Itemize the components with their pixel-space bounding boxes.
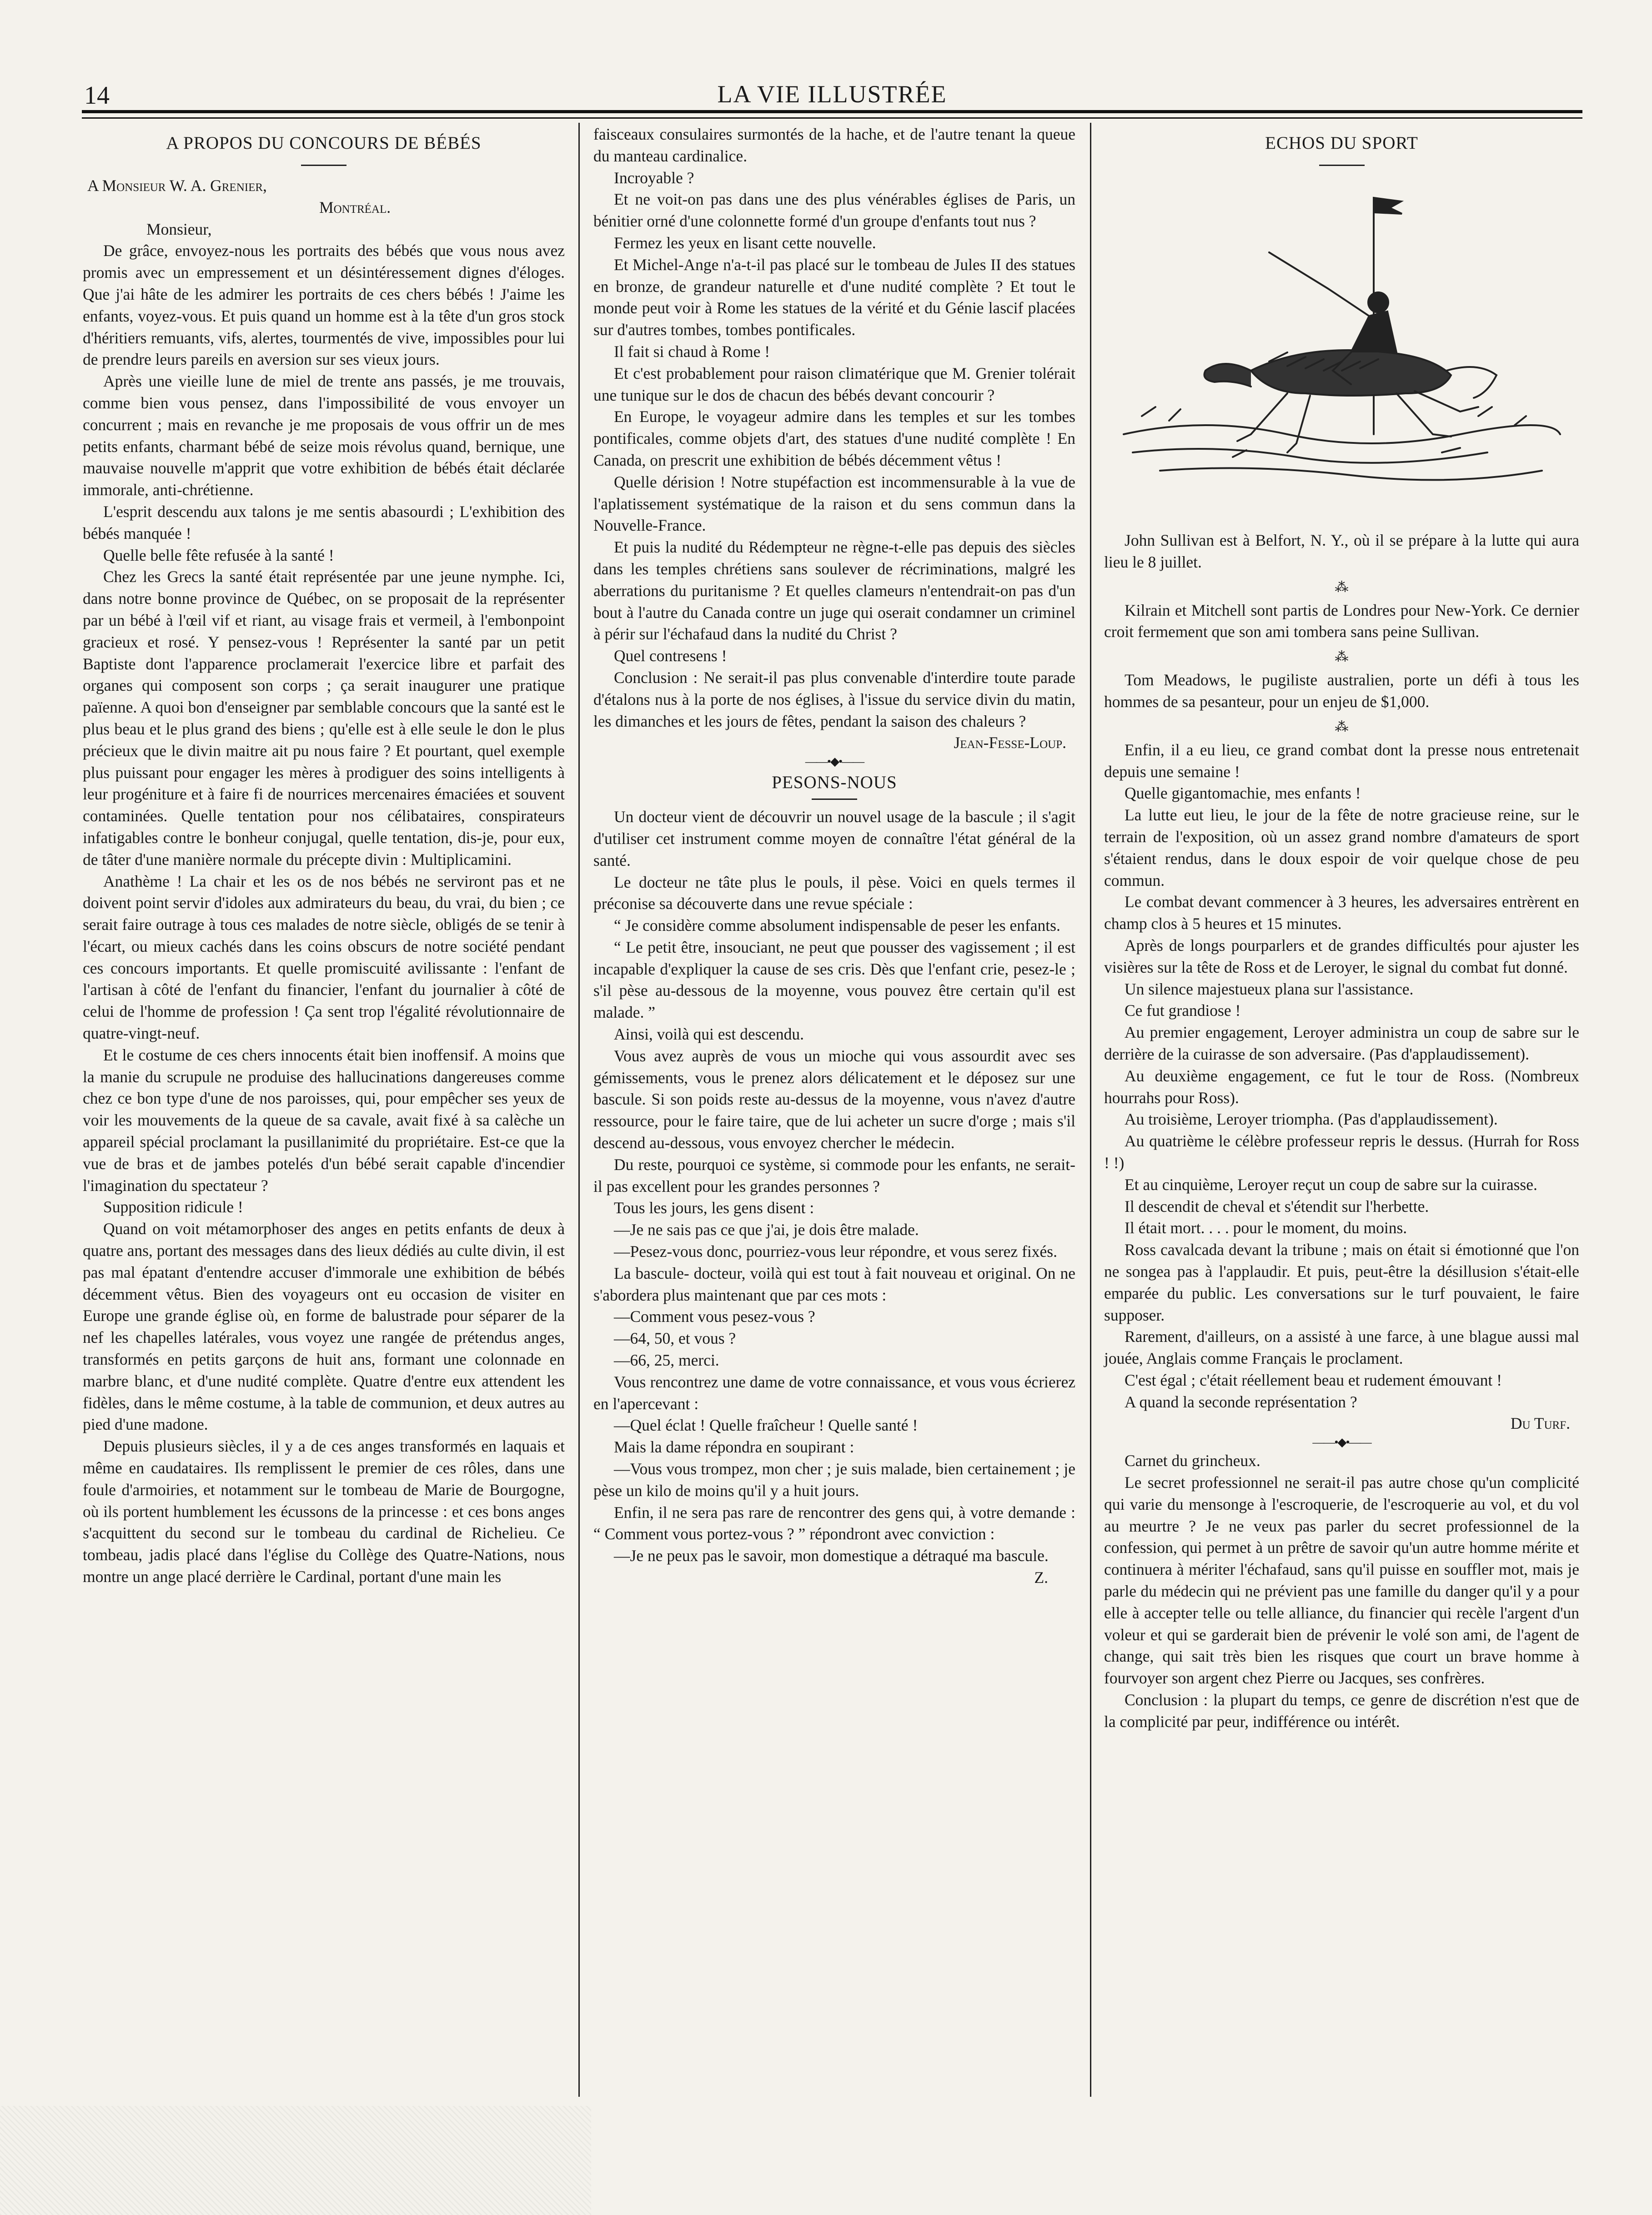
paragraph: C'est égal ; c'était réellement beau et rudement émouvant ! [1125,1371,1502,1389]
paragraph: Mais la dame répondra en soupirant : [614,1438,854,1457]
paragraph: Tom Meadows, le pugiliste australien, porte un défi à tous les hommes de sa pesanteur, pour un enjeu de $1,000. [1104,671,1579,711]
paragraph: Le docteur ne tâte plus le pouls, il pèse. Voici en quels termes il préconise sa découverte dans une revue spéciale : [593,873,1075,913]
paragraph: Anathème ! La chair et les os de nos bébés ne serviront pas et ne doivent point servir d'idoles aux admirateurs du beau, du vrai, du bien ; ce serait faire outrage à tous ces malades de notre siècle, obligés de se tenir à l'écart, ou mieux cachés dans les coins obscurs de notre société pendant ces concours importants. Et quelle promiscuité avilissante : l'enfant de l'artisan à côté de l'enfant du financier, l'enfant du journalier à côté de celui de l'homme de profession ! Ça sent trop l'égalité révolutionnaire de quatre-vingt-neuf. [83,872,565,1043]
page-number: 14 [84,81,110,110]
column-3 [1104,124,1579,1733]
paragraph: —Vous vous trompez, mon cher ; je suis malade, bien certainement ; je pèse un kilo de moins qu'il y a huit jours. [593,1460,1075,1500]
letter-city: Montréal. [319,198,391,216]
paragraph: —64, 50, et vous ? [614,1329,736,1348]
paragraph: Il était mort. . . . pour le moment, du moins. [1125,1219,1407,1237]
paragraph: Fermez les yeux en lisant cette nouvelle. [614,233,876,252]
carnet-title: Carnet du grincheux. [1125,1452,1260,1470]
stars-separator: ⁂ [1335,719,1349,734]
paragraph: Tous les jours, les gens disent : [614,1199,814,1217]
paragraph: A quand la seconde représentation ? [1125,1392,1357,1411]
paragraph: Le combat devant commencer à 3 heures, les adversaires entrèrent en champ clos à 5 heures et 15 minutes. [1104,893,1579,933]
article-title-pesons: PESONS-NOUS [772,773,897,793]
signature: Jean-Fesse-Loup. [954,733,1066,752]
paragraph: Vous avez auprès de vous un mioche qui vous assourdit avec ses gémissements, vous le prenez alors délicatement et le déposez sur une bascule. Si son poids reste au-dessus de la moyenne, vous n'avez d'autre ressource, pour le faire taire, que de lui acheter un sucre d'orge ; mais s'il descend au-dessous, vous envoyez chercher le médecin. [593,1046,1075,1152]
column-divider [1090,123,1091,2097]
signature: Du Turf. [1510,1414,1570,1433]
paragraph: Ce fut grandiose ! [1125,1001,1241,1020]
paragraph: L'esprit descendu aux talons je me sentis abasourdi ; L'exhibition des bébés manquée ! [83,502,565,542]
paragraph: Un silence majestueux plana sur l'assistance. [1125,979,1414,998]
paragraph: —Pesez-vous donc, pourriez-vous leur répondre, et vous serez fixés. [614,1242,1057,1261]
letter-address: A Monsieur W. A. Grenier, [87,176,267,195]
column-divider [578,123,580,2097]
signature: Z. [1034,1568,1048,1587]
horseman-illustration [1115,180,1569,512]
paragraph: Rarement, d'ailleurs, on a assisté à une farce, à une blague aussi mal jouée, Anglais comme Français le proclament. [1104,1327,1579,1368]
paragraph: —Comment vous pesez-vous ? [614,1307,815,1326]
paragraph: —66, 25, merci. [614,1351,719,1370]
column-2 [593,124,1075,1589]
section-ornament: ——•◆•—— [1312,1436,1371,1449]
paragraph: Quelle gigantomachie, mes enfants ! [1125,784,1361,803]
paragraph: —Je ne sais pas ce que j'ai, je dois être malade. [614,1221,919,1239]
stars-separator: ⁂ [1335,649,1349,665]
paragraph: Quand on voit métamorphoser des anges en petits enfants de deux à quatre ans, portant des messages dans des lieux dédiés au culte divin, il est pas mal épatant d'entendre accuser d'immorale une exhibition de bébés décemment vêtus. Bien des voyageurs ont eu occasion de visiter en Europe une grande église où, en forme de balustrade pour séparer de la nef les chapelles latérales, vous voyez une rangée de prétendus anges, transformés en petits garçons de huit ans, formant une colonnade en marbre blanc, et d'une nudité complète. Quatre d'entre eux attendent les fidèles, dans le même costume, à la table de communion, et deux autres au pied d'une madone. [83,1220,565,1434]
paragraph: En Europe, le voyageur admire dans les temples et sur les tombes pontificales, comme objets d'art, des statues d'une nudité complète ! En Canada, on prescrit une exhibition de bébés décemment vêtus ! [593,407,1075,469]
title-rule [1319,165,1365,166]
column-1 [83,124,565,1588]
title-rule [812,799,857,800]
paragraph: Quelle belle fête refusée à la santé ! [103,546,334,564]
letter-salutation: Monsieur, [146,220,212,238]
paragraph: Et ne voit-on pas dans une des plus vénérables églises de Paris, un bénitier orné d'une colonnette formé d'un groupe d'enfants tout nus ? [593,190,1075,231]
paragraph: Kilrain et Mitchell sont partis de Londres pour New-York. Ce dernier croit fermement que son ami tombera sans peine Sullivan. [1104,601,1579,641]
paragraph: “ Le petit être, insouciant, ne peut que pousser des vagissement ; il est incapable d'expliquer la cause de ses cris. Dès que l'enfant crie, pesez-le ; s'il pèse au-dessous de la moyenne, vous pouvez être certain qu'il est malade. ” [593,938,1075,1022]
article-title-concours: A PROPOS DU CONCOURS DE BÉBÉS [166,133,482,153]
paragraph: Il descendit de cheval et s'étendit sur l'herbette. [1125,1197,1429,1215]
article-title-sport: ECHOS DU SPORT [1265,133,1418,153]
paragraph: Après de longs pourparlers et de grandes difficultés pour ajuster les visières sur la tête de Ross et de Leroyer, le signal du combat fut donné. [1104,936,1579,976]
paragraph: Enfin, il a eu lieu, ce grand combat dont la presse nous entretenait depuis une semaine ! [1104,740,1579,781]
journal-title: LA VIE ILLUSTRÉE [717,80,947,108]
paragraph: Au quatrième le célèbre professeur repris le dessus. (Hurrah for Ross ! !) [1104,1132,1579,1172]
paragraph: Incroyable ? [614,168,694,187]
paragraph: Il fait si chaud à Rome ! [614,342,770,361]
paragraph: Ainsi, voilà qui est descendu. [614,1025,804,1044]
paragraph: Conclusion : la plupart du temps, ce genre de discrétion n'est que de la complicité par peur, indifférence ou intérêt. [1104,1691,1579,1731]
paragraph: Le secret professionnel ne serait-il pas autre chose qu'un complicité qui varie du mensonge à l'escroquerie, de l'escroquerie au vol, et du vol au meurtre ? Je ne veux pas parler du secret professionnel de la confession, qui permet à un prêtre de savoir qu'un autre homme mérite et continuera à mériter l'échafaud, sans qu'il puisse en souffler mot, mais je parle du médecin qui ne prévient pas une famille du danger qu'il y a pour elle à accepter telle ou telle alliance, du financier qui recèle l'argent d'un voleur et qui se garderait bien de prévenir le volé son ami, de l'agent de change, qui sait très bien les risques que court un brave homme à fourvoyer son argent chez Pierre ou Jacques, ses confrères. [1104,1473,1579,1688]
paragraph: Chez les Grecs la santé était représentée par une jeune nymphe. Ici, dans notre bonne province de Québec, on se proposait de la représenter par un bébé à l'œil vif et riant, au visage frais et vermeil, à l'embonpoint gracieux et rosé. Y pensez-vous ! Représenter la santé par un petit Baptiste dont l'apparence proclamerait l'exercice libre et parfait des organes qui composent son corps ; ça serait inaugurer une pratique païenne. A quoi bon d'enseigner par semblable concours que la santé est le plus beau et le plus grand des biens ; qu'elle est à elle seule le don le plus précieux que le divin maitre ait pu nous faire ? Et pourtant, quel exemple plus puissant pour engager les mères à prodiguer des soins intelligents à leur progéniture et à faire fi de nourrices mercenaires émaciées et souvent contaminées. Quelle tentation pour nos célibataires, conspirateurs infatigables contre le bonheur conjugal, quelle tentation, dis-je, pour eux, de tâter d'une manière normale du précepte divin : Multiplicamini. [83,568,565,869]
section-ornament: ——•◆•—— [805,755,864,768]
paragraph: —Je ne peux pas le savoir, mon domestique a détraqué ma bascule. [614,1547,1049,1565]
paragraph: Et c'est probablement pour raison climatérique que M. Grenier tolérait une tunique sur le dos de chacun des bébés devant concourir ? [593,364,1075,404]
paragraph: —Quel éclat ! Quelle fraîcheur ! Quelle santé ! [614,1416,918,1435]
header-rule-thin [82,117,1582,119]
paragraph: Supposition ridicule ! [103,1198,243,1216]
paragraph: “ Je considère comme absolument indispensable de peser les enfants. [614,916,1060,935]
paragraph: faisceaux consulaires surmontés de la hache, et de l'autre tenant la queue du manteau cardinalice. [593,125,1075,165]
paragraph: Quelle dérision ! Notre stupéfaction est incommensurable à la vue de l'aplatissement systématique de la raison et du sens commun dans la Nouvelle-France. [593,472,1075,535]
paragraph: John Sullivan est à Belfort, N. Y., où il se prépare à la lutte qui aura lieu le 8 juillet. [1104,531,1579,571]
stars-separator: ⁂ [1335,579,1349,595]
paragraph: Et au cinquième, Leroyer reçut un coup de sabre sur la cuirasse. [1125,1175,1537,1194]
paragraph: Conclusion : Ne serait-il pas plus convenable d'interdire toute parade d'étalons nus à la porte de nos églises, à l'issue du service divin du matin, les dimanches et les jours de fêtes, pendant la saison des chaleurs ? [593,668,1075,730]
paragraph: Au troisième, Leroyer triompha. (Pas d'applaudissement). [1125,1110,1498,1129]
paragraph: Au deuxième engagement, ce fut le tour de Ross. (Nombreux hourrahs pour Ross). [1104,1066,1579,1107]
paragraph: Et Michel-Ange n'a-t-il pas placé sur le tombeau de Jules II des statues en bronze, de grandeur naturelle et d'une nudité complète ? Et tout le monde peut voir à Rome les statues de la vérité et du Génie lascif placées sur d'autres tombes, tombes pontificales. [593,255,1075,339]
paragraph: Et le costume de ces chers innocents était bien inoffensif. A moins que la manie du scrupule ne produise des hallucinations dangereuses comme chez ce bon type d'une de nos paroisses, qui, pour empêcher ses yeux de voir les mouvements de la queue de sa cavale, avait fixé à sa calèche un appareil spécial proclamant la pusillanimité du propriétaire. Est-ce que la vue de bras et de jambes potelés d'un bébé serait capable d'incendier l'imagination du spectateur ? [83,1045,565,1195]
paragraph: Enfin, il ne sera pas rare de rencontrer des gens qui, à votre demande : “ Comment vous portez-vous ? ” répondront avec conviction : [593,1503,1075,1543]
paragraph: Ross cavalcada devant la tribune ; mais on était si émotionné que l'on ne songea pas à l'applaudir. Et puis, peut-être la désillusion s'était-elle emparée du public. Les conversations sur le turf pouvaient, le faire supposer. [1104,1241,1579,1324]
header-rule-thick [82,110,1582,113]
scan-noise [0,2106,591,2215]
paragraph: Au premier engagement, Leroyer administra un coup de sabre sur le derrière de la cuirasse de son adversaire. (Pas d'applaudissement). [1104,1023,1579,1063]
paragraph: Du reste, pourquoi ce système, si commode pour les enfants, ne serait-il pas excellent pour les grandes personnes ? [593,1155,1075,1195]
paragraph: Quel contresens ! [614,647,727,665]
paragraph: Après une vieille lune de miel de trente ans passés, je me trouvais, comme bien vous pensez, dans l'impossibilité de vous envoyer un concurrent ; mais en revanche je me proposais de vous offrir un de mes petits enfants, charmant bébé de seize mois révolus quand, bernique, une mauvaise nouvelle m'apprit que votre exhibition de bébés était déclarée immorale, anti-chrétienne. [83,372,565,499]
title-rule [301,165,346,166]
paragraph: Un docteur vient de découvrir un nouvel usage de la bascule ; il s'agit d'utiliser cet instrument comme moyen de connaître l'état général de la santé. [593,808,1075,869]
paragraph: La lutte eut lieu, le jour de la fête de notre gracieuse reine, sur le terrain de l'exposition, où un assez grand nombre d'amateurs de sport s'étaient rendus, dans le doux espoir de voir quelque chose de peu commun. [1104,806,1579,889]
paragraph: Et puis la nudité du Rédempteur ne règne-t-elle pas depuis des siècles dans les temples chrétiens sans soulever de récriminations, malgré les aberrations du puritanisme ? Et quelles clameurs n'entendrait-on pas d'un bout à l'autre du Canada contre un juge qui oserait condamner un criminel à périr sur l'échafaud dans la nudité du Christ ? [593,538,1075,643]
paragraph: La bascule- docteur, voilà qui est tout à fait nouveau et original. On ne s'abordera plus maintenant que par ces mots : [593,1264,1075,1304]
paragraph: Vous rencontrez une dame de votre connaissance, et vous vous écrierez en l'apercevant : [593,1372,1075,1413]
paragraph: De grâce, envoyez-nous les portraits des bébés que vous nous avez promis avec un empressement et un désintéressement dignes d'éloges. Que j'ai hâte de les admirer les portraits de ces chers bébés ! J'aime les enfants, voyez-vous. Et puis quand un homme est à la tête d'un gros stock d'héritiers remuants, vifs, alertes, tourmentés de vive, impossibles pour lui de prendre leurs pareils en aversion sur ses vieux jours. [83,241,565,369]
paragraph: Depuis plusieurs siècles, il y a de ces anges transformés en laquais et même en caudataires. Ils remplissent le premier de ces rôles, dans une foule d'armoiries, et notamment sur le tombeau de Marie de Bourgogne, où ils portent humblement les écussons de la princesse : et ces bons anges s'acquittent du second sur le tombeau du cardinal de Richelieu. Ce tombeau, jadis placé dans l'église du Collège des Quatre-Nations, nous montre un ange placé derrière le Cardinal, portant d'une main les [83,1437,565,1586]
